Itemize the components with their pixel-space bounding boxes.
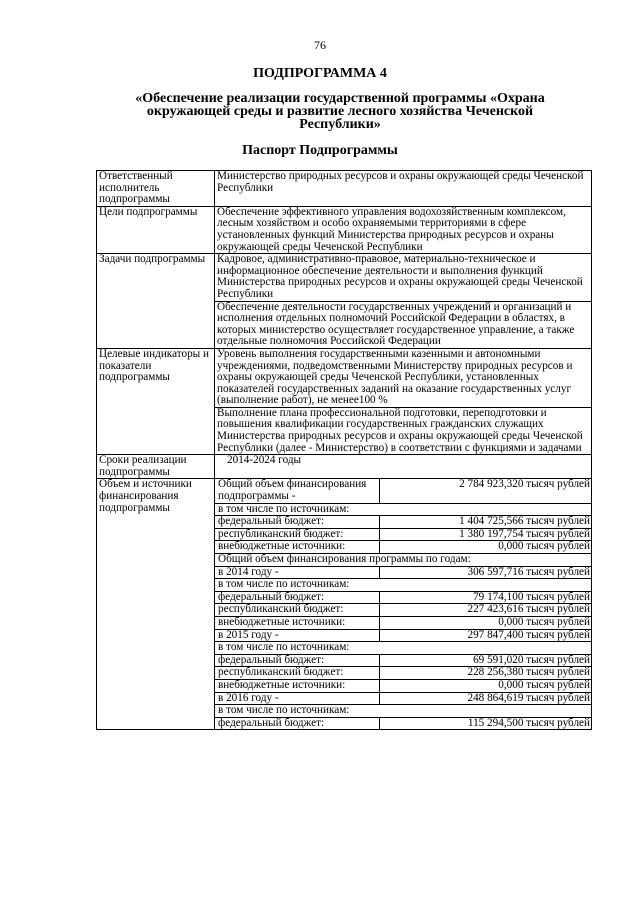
y2014-offbudget-value: 0,000 тысяч рублей xyxy=(380,616,592,629)
year-2015-incl: в том числе по источникам: xyxy=(215,642,591,655)
y2015-federal-label: федеральный бюджет: xyxy=(215,654,380,667)
finance-cell xyxy=(215,479,592,730)
tasks-cell xyxy=(215,254,592,349)
value-period xyxy=(215,455,592,479)
year-2016-incl: в том числе по источникам: xyxy=(215,705,591,718)
y2015-republic-value: 228 256,380 тысяч рублей xyxy=(380,667,592,680)
y2015-republic-label: республиканский бюджет: xyxy=(215,667,380,680)
page-number: 76 xyxy=(314,38,326,52)
label-indicators: Целевые индикаторы и показатели подпрограммы xyxy=(97,348,215,454)
offbudget-value: 0,000 тысяч рублей xyxy=(380,541,592,554)
year-2015-label: в 2015 году - xyxy=(215,629,380,642)
republic-value: 1 380 197,754 тысяч рублей xyxy=(380,528,592,541)
row-finance xyxy=(97,479,592,730)
finance-total-value: 2 784 923,320 тысяч рублей xyxy=(380,479,592,503)
y2014-federal-label: федеральный бюджет: xyxy=(215,591,380,604)
row-period xyxy=(97,455,592,479)
row-indicators xyxy=(97,348,592,454)
year-2016-value: 248 864,619 тысяч рублей xyxy=(380,692,592,705)
y2014-federal-value: 79 174,100 тысяч рублей xyxy=(380,591,592,604)
passport-table xyxy=(96,170,592,730)
period-value: 2014-2024 годы xyxy=(227,454,302,467)
indicator-item: Уровень выполнения государственными казенными и автономными учреждениями, подведомственными Министерству природных ресурсов и охраны окружающей среды Чеченской Республики, установленных показателей государственных заданий на оказание государственных услуг (выполнение работ), не менее100 % xyxy=(215,349,591,408)
year-2014-incl: в том числе по источникам: xyxy=(215,579,591,592)
by-years-label: Общий объем финансирования программы по годам: xyxy=(215,554,591,567)
y2015-federal-value: 69 591,020 тысяч рублей xyxy=(380,654,592,667)
subprogram-title: ПОДПРОГРАММА 4 xyxy=(253,66,387,81)
year-2016-label: в 2016 году - xyxy=(215,692,380,705)
indicator-item: Выполнение плана профессиональной подготовки, переподготовки и повышения квалификации государственных гражданских служащих Министерства природных ресурсов и охраны окружающей среды Чеченской Республики (далее - Министерство) в соответствии с функциями и задачами xyxy=(217,406,583,454)
federal-value: 1 404 725,566 тысяч рублей xyxy=(380,516,592,529)
y2015-offbudget-label: внебюджетные источники: xyxy=(215,679,380,692)
label-responsible: Ответственный исполнитель подпрограммы xyxy=(97,171,215,207)
offbudget-label: внебюджетные источники: xyxy=(215,541,380,554)
value-responsible: Министерство природных ресурсов и охраны окружающей среды Чеченской Республики xyxy=(215,171,592,207)
finance-incl-label: в том числе по источникам: xyxy=(215,503,591,516)
year-2014-value: 306 597,716 тысяч рублей xyxy=(380,566,592,579)
republic-label: республиканский бюджет: xyxy=(215,528,380,541)
label-period: Сроки реализации подпрограммы xyxy=(97,455,215,479)
value-goals: Обеспечение эффективного управления водохозяйственным комплексом, лесным хозяйством и особо охраняемыми территориями в сфере установленных функций Министерства природных ресурсов и охраны окружающей среды Чеченской Республики xyxy=(215,206,592,253)
year-2014-label: в 2014 году - xyxy=(215,566,380,579)
finance-total-label: Общий объем финансирования подпрограммы - xyxy=(215,479,380,503)
task-item: Обеспечение деятельности государственных учреждений и организаций и исполнения отдельных полномочий Российской Федерации в областях, в которых министерство осуществляет государственное управление, а также отдельные полномочия Российской Федерации xyxy=(217,300,575,348)
task-item: Кадровое, административно-правовое, материально-техническое и информационное обеспечение деятельности и выполнения функций Министерства природных ресурсов и охраны окружающей среды Чеченской Республики xyxy=(215,254,591,301)
label-tasks: Задачи подпрограммы xyxy=(97,254,215,349)
label-finance: Объем и источники финансирования подпрограммы xyxy=(97,479,215,730)
y2015-offbudget-value: 0,000 тысяч рублей xyxy=(380,679,592,692)
row-tasks xyxy=(97,254,592,349)
finance-total-row xyxy=(215,479,591,503)
y2016-federal-label: федеральный бюджет: xyxy=(215,717,380,729)
subprogram-subtitle: «Обеспечение реализации государственной программы «Охрана окружающей среды и развитие лесного хозяйства Чеченской Республики» xyxy=(135,91,545,132)
passport-heading: Паспорт Подпрограммы xyxy=(242,143,398,158)
indicators-cell xyxy=(215,348,592,454)
row-responsible xyxy=(97,171,592,207)
federal-label: федеральный бюджет: xyxy=(215,516,380,529)
year-2015-value: 297 847,400 тысяч рублей xyxy=(380,629,592,642)
row-goals xyxy=(97,206,592,253)
label-goals: Цели подпрограммы xyxy=(97,206,215,253)
y2014-republic-label: республиканский бюджет: xyxy=(215,604,380,617)
finance-table xyxy=(215,479,591,729)
y2016-federal-value: 115 294,500 тысяч рублей xyxy=(467,716,590,729)
y2014-offbudget-label: внебюджетные источники: xyxy=(215,616,380,629)
y2014-republic-value: 227 423,616 тысяч рублей xyxy=(380,604,592,617)
